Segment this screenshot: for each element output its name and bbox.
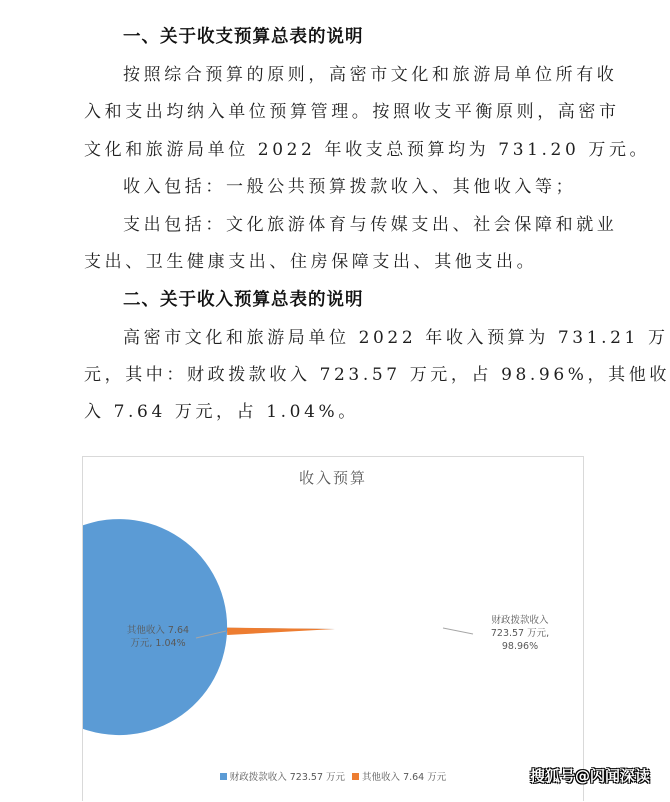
section2-para1-line1: 高密市文化和旅游局单位 2022 年收入预算为 731.21 万 [123,328,669,348]
legend-item-fiscal [220,769,345,783]
section1-heading: 一、关于收支预算总表的说明 [123,27,364,47]
section1-para1-line1: 按照综合预算的原则，高密市文化和旅游局单位所有收 [123,65,618,85]
section1-para1-line3: 文化和旅游局单位 2022 年收支总预算均为 731.20 万元。 [84,140,651,160]
section2-heading: 二、关于收入预算总表的说明 [123,290,364,310]
section2-para1-line2: 元，其中：财政拨款收入 723.57 万元，占 98.96%，其他收 [84,365,670,385]
section1-para1-line2: 入和支出均纳入单位预算管理。按照收支平衡原则，高密市 [84,102,620,122]
data-label-fiscal-line2: 723.57 万元, [490,628,550,639]
section2-para1-line3: 入 7.64 万元，占 1.04%。 [84,402,359,422]
legend-label-other: 其他收入 7.64 万元 [362,772,447,783]
data-label-other-line2: 万元, 1.04% [130,638,186,649]
data-label-fiscal-line3: 98.96% [501,641,539,652]
data-label-fiscal [475,614,565,653]
data-label-fiscal-line1: 财政拨款收入 [491,615,549,626]
section1-para3-line1: 支出包括：文化旅游体育与传媒支出、社会保障和就业 [123,215,618,235]
data-label-other [113,624,203,650]
watermark: 搜狐号@闪闻深读 [530,767,651,785]
pie-slice-other [227,628,335,635]
data-label-other-line1: 其他收入 7.64 [126,625,190,636]
legend-swatch-blue-icon [220,773,227,780]
income-budget-chart [82,456,584,801]
leader-line-fiscal [443,628,473,634]
legend-swatch-orange-icon [352,773,359,780]
legend-label-fiscal: 财政拨款收入 723.57 万元 [229,772,346,783]
chart-title: 收入预算 [298,469,367,487]
section1-para3-line2: 支出、卫生健康支出、住房保障支出、其他支出。 [84,252,538,272]
chart-legend [83,769,583,783]
section1-para2: 收入包括：一般公共预算拨款收入、其他收入等； [123,177,577,197]
legend-item-other [352,769,446,783]
